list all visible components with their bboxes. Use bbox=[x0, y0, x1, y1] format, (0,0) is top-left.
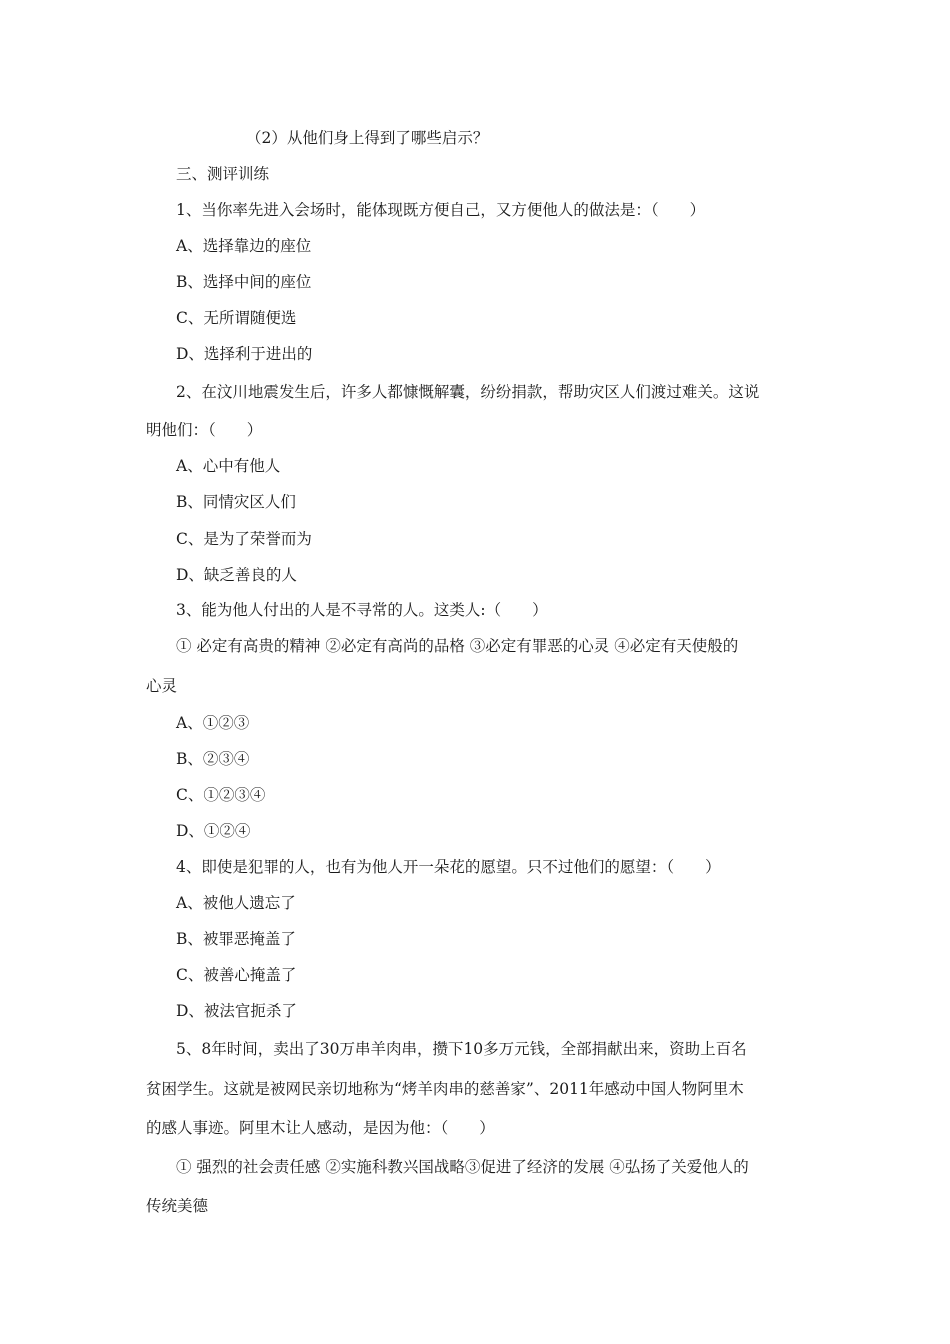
question-3-option-a: A、①②③ bbox=[176, 714, 250, 732]
question-3-option-c: C、①②③④ bbox=[176, 786, 266, 804]
question-3-option-b: B、②③④ bbox=[176, 750, 250, 768]
section-title: 三、测评训练 bbox=[176, 165, 270, 183]
question-3-stem: 3、能为他人付出的人是不寻常的人。这类人:（ ） bbox=[176, 601, 548, 619]
question-2-option-d: D、缺乏善良的人 bbox=[176, 566, 297, 584]
question-1-option-c: C、无所谓随便选 bbox=[176, 309, 297, 327]
question-4-option-a: A、被他人遗忘了 bbox=[176, 894, 296, 912]
question-2-option-a: A、心中有他人 bbox=[176, 457, 281, 475]
question-4-option-d: D、被法官扼杀了 bbox=[176, 1002, 297, 1020]
question-4-stem: 4、即使是犯罪的人，也有为他人开一朵花的愿望。只不过他们的愿望：（ ） bbox=[176, 858, 721, 876]
subquestion-2: （2）从他们身上得到了哪些启示？ bbox=[246, 129, 489, 147]
question-1-stem: 1、当你率先进入会场时，能体现既方便自己，又方便他人的做法是：（ ） bbox=[176, 201, 706, 219]
question-5-statements-line-1: ① 强烈的社会责任感 ②实施科教兴国战略③促进了经济的发展 ④弘扬了关爱他人的 bbox=[176, 1158, 749, 1176]
question-2-stem-line-1: 2、在汶川地震发生后，许多人都慷慨解囊，纷纷捐款，帮助灾区人们渡过难关。这说 bbox=[176, 383, 760, 401]
question-2-stem-line-2: 明他们：（ ） bbox=[146, 421, 263, 439]
question-3-statements-line-1: ① 必定有高贵的精神 ②必定有高尚的品格 ③必定有罪恶的心灵 ④必定有天使般的 bbox=[176, 637, 739, 655]
question-2-option-b: B、同情灾区人们 bbox=[176, 493, 296, 511]
question-5-stem-line-1: 5、8年时间，卖出了30万串羊肉串，攒下10多万元钱，全部捐献出来，资助上百名 bbox=[176, 1040, 747, 1058]
question-1-option-a: A、选择靠边的座位 bbox=[176, 237, 312, 255]
question-3-statements-line-2: 心灵 bbox=[146, 677, 178, 695]
question-1-option-b: B、选择中间的座位 bbox=[176, 273, 312, 291]
question-4-option-c: C、被善心掩盖了 bbox=[176, 966, 297, 984]
question-5-stem-line-3: 的感人事迹。阿里木让人感动，是因为他：（ ） bbox=[146, 1119, 495, 1137]
question-2-option-c: C、是为了荣誉而为 bbox=[176, 530, 312, 548]
question-4-option-b: B、被罪恶掩盖了 bbox=[176, 930, 296, 948]
question-3-option-d: D、①②④ bbox=[176, 822, 251, 840]
question-1-option-d: D、选择利于进出的 bbox=[176, 345, 313, 363]
question-5-statements-line-2: 传统美德 bbox=[146, 1197, 209, 1215]
question-5-stem-line-2: 贫困学生。这就是被网民亲切地称为“烤羊肉串的慈善家”、2011年感动中国人物阿里木 bbox=[146, 1080, 744, 1098]
